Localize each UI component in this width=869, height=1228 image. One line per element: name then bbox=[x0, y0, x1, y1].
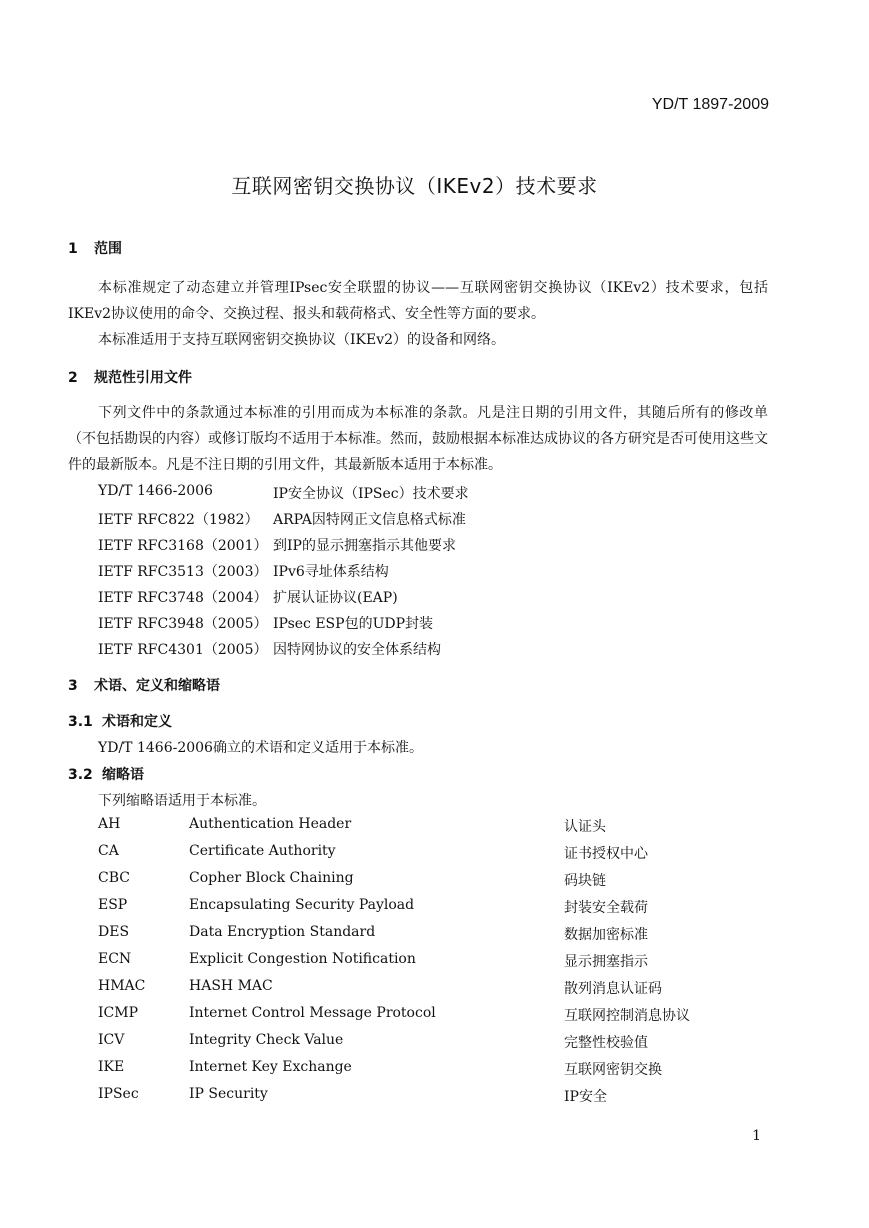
abbreviation: ICMP bbox=[98, 1005, 138, 1021]
subsection-title: 缩略语 bbox=[102, 767, 144, 783]
abbreviation-chinese: 封装安全载荷 bbox=[564, 900, 648, 916]
section-3-heading bbox=[68, 675, 220, 695]
abbreviation: IPSec bbox=[98, 1086, 139, 1102]
abbreviation-chinese: 互联网控制消息协议 bbox=[564, 1008, 690, 1024]
terms-definitions-text: YD/T 1466-2006确立的术语和定义适用于本标准。 bbox=[98, 740, 423, 756]
reference-code: IETF RFC822（1982） bbox=[98, 512, 259, 528]
abbreviation-english: Certificate Authority bbox=[189, 843, 336, 859]
reference-name: ARPA因特网正文信息格式标准 bbox=[273, 512, 466, 528]
abbreviation-chinese: 数据加密标准 bbox=[564, 927, 648, 943]
abbreviation-chinese: 认证头 bbox=[564, 819, 606, 835]
abbreviation: CBC bbox=[98, 870, 130, 886]
section-1-heading bbox=[68, 238, 122, 258]
subsection-3-1-heading bbox=[68, 711, 172, 731]
abbreviation: AH bbox=[98, 816, 121, 832]
abbreviation-english: HASH MAC bbox=[189, 978, 273, 994]
abbreviation-english: Data Encryption Standard bbox=[189, 924, 376, 940]
document-title: 互联网密钥交换协议（IKEv2）技术要求 bbox=[231, 174, 598, 198]
abbreviation: ECN bbox=[98, 951, 132, 967]
subsection-title: 术语和定义 bbox=[102, 714, 172, 730]
reference-code: IETF RFC4301（2005） bbox=[98, 642, 268, 658]
section-title: 范围 bbox=[94, 241, 122, 257]
reference-code: IETF RFC3168（2001） bbox=[98, 538, 268, 554]
section-2-heading bbox=[68, 367, 192, 387]
abbreviation-chinese: 证书授权中心 bbox=[564, 846, 648, 862]
abbreviation: DES bbox=[98, 924, 130, 940]
abbreviation-english: Copher Block Chaining bbox=[189, 870, 354, 886]
abbreviation: IKE bbox=[98, 1059, 125, 1075]
reference-name: IPv6寻址体系结构 bbox=[273, 564, 389, 580]
section-number: 2 bbox=[68, 370, 78, 386]
standard-number: YD/T 1897-2009 bbox=[651, 96, 769, 113]
reference-code: IETF RFC3748（2004） bbox=[98, 590, 268, 606]
abbreviation: CA bbox=[98, 843, 119, 859]
reference-name: IP安全协议（IPSec）技术要求 bbox=[273, 486, 469, 502]
abbreviation-english: Encapsulating Security Payload bbox=[189, 897, 415, 913]
page-number: 1 bbox=[752, 1128, 761, 1144]
reference-name: IPsec ESP包的UDP封装 bbox=[273, 616, 434, 632]
abbreviation: ICV bbox=[98, 1032, 125, 1048]
abbreviation-english: Internet Key Exchange bbox=[189, 1059, 352, 1075]
abbreviation-chinese: 互联网密钥交换 bbox=[564, 1062, 662, 1078]
section-title: 规范性引用文件 bbox=[94, 370, 192, 386]
abbreviation-chinese: 散列消息认证码 bbox=[564, 981, 662, 997]
abbreviation-chinese: 码块链 bbox=[564, 873, 606, 889]
abbreviation-english: Integrity Check Value bbox=[189, 1032, 344, 1048]
references-paragraph: 下列文件中的条款通过本标准的引用而成为本标准的条款。凡是注日期的引用文件，其随后所有的修改单（不包括勘误的内容）或修订版均不适用于本标准。然而，鼓励根据本标准达成协议的各方研究是否可使用这些文件的最新版本。凡是不注日期的引用文件，其最新版本适用于本标准。 bbox=[68, 405, 768, 473]
abbreviation-chinese: 显示拥塞指示 bbox=[564, 954, 648, 970]
subsection-number: 3.1 bbox=[68, 714, 93, 730]
abbreviation: HMAC bbox=[98, 978, 146, 994]
abbreviation-english: Authentication Header bbox=[189, 816, 352, 832]
scope-paragraph-2: 本标准适用于支持互联网密钥交换协议（IKEv2）的设备和网络。 bbox=[98, 332, 506, 348]
section-title: 术语、定义和缩略语 bbox=[94, 678, 220, 694]
subsection-number: 3.2 bbox=[68, 767, 93, 783]
abbreviation-english: Internet Control Message Protocol bbox=[189, 1005, 436, 1021]
subsection-3-2-heading bbox=[68, 764, 144, 784]
reference-code: YD/T 1466-2006 bbox=[98, 483, 213, 499]
reference-name: 扩展认证协议(EAP) bbox=[273, 590, 398, 606]
reference-code: IETF RFC3513（2003） bbox=[98, 564, 268, 580]
abbreviation-english: Explicit Congestion Notification bbox=[189, 951, 416, 967]
scope-paragraph-1: 本标准规定了动态建立并管理IPsec安全联盟的协议——互联网密钥交换协议（IKEv2）技术要求，包括IKEv2协议使用的命令、交换过程、报头和载荷格式、安全性等方面的要求。 bbox=[68, 280, 768, 322]
reference-code: IETF RFC3948（2005） bbox=[98, 616, 268, 632]
abbreviation-chinese: 完整性校验值 bbox=[564, 1035, 648, 1051]
abbreviation-english: IP Security bbox=[189, 1086, 268, 1102]
abbreviation: ESP bbox=[98, 897, 128, 913]
section-number: 3 bbox=[68, 678, 78, 694]
section-number: 1 bbox=[68, 241, 78, 257]
reference-name: 到IP的显示拥塞指示其他要求 bbox=[273, 538, 456, 554]
abbreviation-chinese: IP安全 bbox=[564, 1089, 607, 1105]
abbreviations-intro: 下列缩略语适用于本标准。 bbox=[98, 793, 266, 809]
reference-name: 因特网协议的安全体系结构 bbox=[273, 642, 441, 658]
